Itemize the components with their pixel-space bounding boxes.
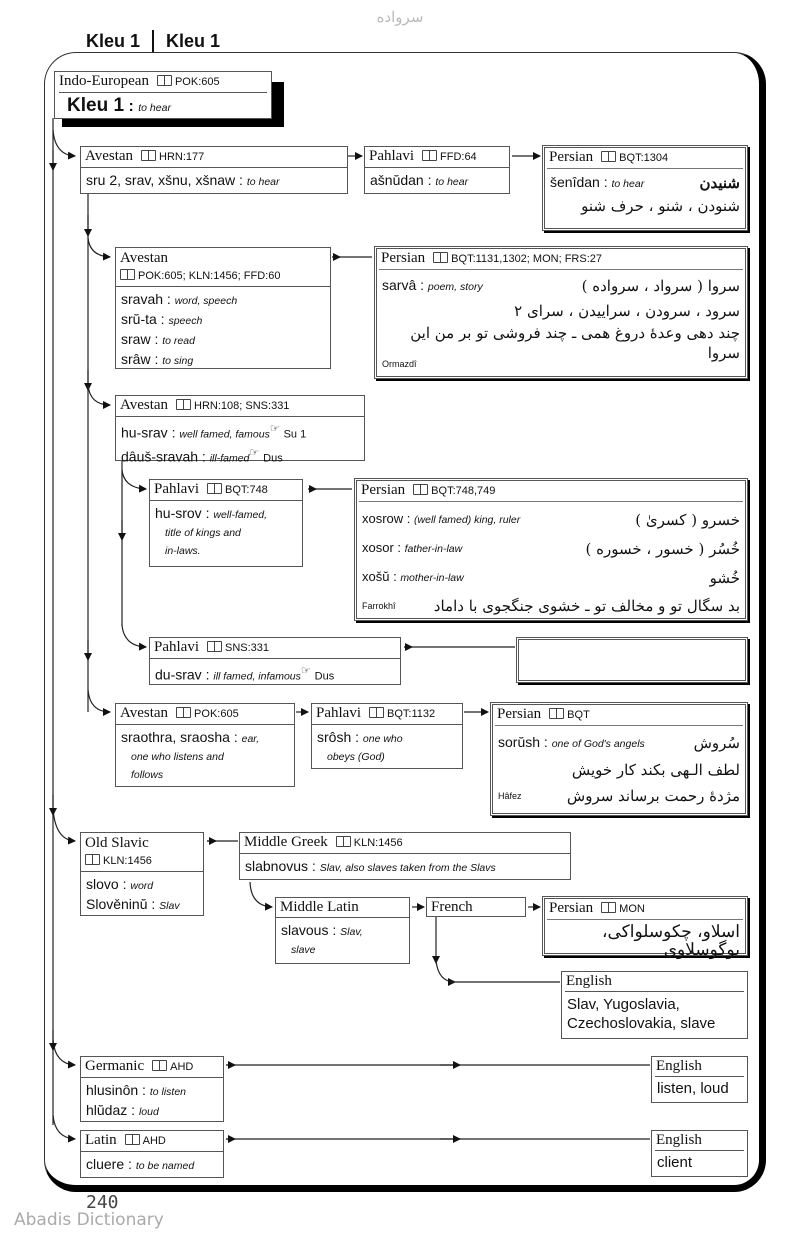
word: sorŭsh — [498, 734, 541, 750]
node-lang: English — [655, 1131, 744, 1151]
gloss: to hear — [246, 176, 280, 188]
node-source: HRN:177 — [159, 151, 205, 163]
gloss: to be named — [135, 1160, 195, 1172]
gloss: mother-in-law — [400, 572, 464, 584]
node-middle-greek[interactable]: Middle Greek KLN:1456 slabnovus : Slav, also slaves taken from the Slavs — [239, 832, 571, 880]
node-source: AHD — [170, 1061, 194, 1073]
book-icon — [176, 707, 191, 718]
entry: slovo : word — [86, 876, 154, 892]
node-lang: Pahlavi — [316, 705, 361, 721]
pointing-hand-icon: ☞ — [269, 423, 280, 435]
english-text: listen, loud — [657, 1080, 729, 1097]
node-persian-5[interactable] — [542, 896, 748, 960]
book-icon — [120, 269, 135, 280]
node-source: BQT:1132 — [387, 708, 436, 720]
word: srŭ-ta — [121, 311, 157, 327]
persian-text: اسلاو، چکوسلواکی، یوگوسلاوی — [601, 922, 740, 960]
word: slavous — [281, 922, 329, 938]
node-lang: Avestan — [85, 148, 134, 164]
node-source: BQT:748,749 — [431, 485, 496, 497]
persian-quote: لطف الـهی بکند کار خویش — [571, 761, 740, 779]
arrow-to-avestan2 — [88, 238, 110, 257]
entry: hu-srav : well famed, famous☞ Su 1 — [121, 423, 307, 441]
gloss: Slav — [159, 900, 180, 912]
word: cluere — [86, 1156, 125, 1172]
node-source: POK:605 — [194, 708, 239, 720]
gloss: (well famed) king, ruler — [414, 514, 521, 526]
book-icon — [601, 902, 616, 913]
word: ašnŭdan — [370, 172, 424, 188]
entry: Slověninŭ : Slav — [86, 896, 180, 912]
node-lang: English — [565, 972, 744, 992]
persian-quote: بد سگال تو و مخالف تو ـ خشوی جنگجوی با داماد — [433, 597, 740, 615]
book-icon — [176, 399, 191, 410]
node-persian-2[interactable]: Persian BQT:1131,1302; MON; FRS:27 sarvâ : poem, story سروا ( سرواد ، سرواده ) سرود ، سرودن ، سراییدن ، سرای ۲ چند دهی وعدهٔ دروغ همی ـ چند فروشی تو بر من این سروا Ormazdî — [374, 246, 748, 379]
node-french[interactable] — [426, 897, 526, 917]
persian-text: خُشو — [709, 568, 740, 587]
node-empty — [516, 637, 748, 683]
english-text: Czechoslovakia, slave — [567, 1015, 716, 1032]
gloss: to read — [162, 335, 195, 347]
gloss: slave — [291, 944, 316, 956]
book-icon — [85, 854, 100, 865]
arrow-to-middlelatin — [250, 882, 272, 907]
node-lang: Middle Greek — [244, 834, 328, 850]
english-text: client — [657, 1154, 693, 1171]
node-pahlavi-3[interactable]: Pahlavi SNS:331 du-srav : ill famed, infamous☞ Dus — [149, 637, 401, 685]
book-icon — [157, 75, 172, 86]
book-icon — [422, 150, 437, 161]
word: hlusinôn — [86, 1082, 139, 1098]
root-shadow-bottom — [62, 118, 284, 127]
node-persian-3[interactable]: Persian BQT:748,749 xosrow : (well famed) king, ruler خسرو ( کسریٰ ) xosor : father-in-law خُسُر ( خسور ، خسوره ) xošŭ : mother-in-law خُشو Farrokhî بد سگال تو و مخالف تو ـ خشوی جنگجوی با داماد — [354, 478, 748, 621]
brand-watermark: Abadis Dictionary — [14, 1210, 164, 1230]
node-source: KLN:1456 — [353, 837, 403, 849]
node-avestan-3[interactable] — [115, 395, 365, 465]
word: slabnovus — [245, 858, 309, 874]
gloss: father-in-law — [404, 543, 463, 555]
english-text: Slav, Yugoslavia, — [567, 996, 680, 1013]
gloss: Slav, also slaves taken from the Slavs — [319, 862, 496, 874]
arrow-to-avestan1 — [53, 130, 75, 156]
gloss: one who listens and — [131, 751, 224, 763]
arrow-to-avestan3 — [88, 385, 110, 405]
root-shadow-right — [272, 82, 284, 127]
persian-text: سروا ( سرواد ، سرواده ) — [581, 277, 740, 295]
persian-text: شنیدن — [699, 174, 740, 192]
arrow-to-latin — [53, 1115, 75, 1139]
node-lang: Pahlavi — [154, 639, 199, 655]
node-lang: Pahlavi — [369, 148, 414, 164]
node-source: HRN:108; SNS:331 — [194, 400, 290, 412]
arrow-to-english1 — [436, 960, 455, 982]
node-lang: Pahlavi — [154, 481, 199, 497]
node-lang: Persian — [497, 706, 542, 722]
book-icon — [141, 150, 156, 161]
root-gloss: to hear — [138, 102, 171, 114]
gloss: to sing — [162, 355, 194, 367]
gloss: to hear — [611, 178, 645, 190]
node-lang: Avestan — [120, 250, 169, 266]
gloss: ear, — [241, 733, 260, 745]
node-avestan-4[interactable]: Avestan POK:605 sraothra, sraosha : ear, one who listens and follows — [115, 703, 295, 787]
gloss: to hear — [435, 176, 469, 188]
gloss: follows — [131, 769, 164, 781]
persian-text: سرود ، سرودن ، سراییدن ، سرای ۲ — [514, 302, 740, 320]
book-icon — [152, 1060, 167, 1071]
arrow-to-germanic — [53, 1040, 75, 1065]
entry: hlŭdaz : loud — [86, 1102, 159, 1118]
node-source: BQT:748 — [225, 484, 268, 496]
book-icon — [336, 836, 351, 847]
word: šenîdan — [550, 174, 600, 190]
persian-text: شنودن ، شنو ، حرف شنو — [581, 197, 740, 215]
gloss: well-famed, — [213, 509, 268, 521]
word: hlŭdaz — [86, 1102, 128, 1118]
gloss: word, speech — [174, 295, 238, 307]
cross-ref[interactable]: Dus — [314, 670, 335, 683]
book-icon — [549, 708, 564, 719]
pointing-hand-icon: ☞ — [300, 665, 311, 677]
word: slovo — [86, 876, 119, 892]
book-icon — [125, 1134, 140, 1145]
node-source: POK:605; KLN:1456; FFD:60 — [138, 270, 281, 282]
node-english-1[interactable] — [561, 971, 748, 1039]
node-persian-4[interactable]: Persian BQT sorŭsh : one of God's angels سُروش لطف الـهی بکند کار خویش Hâfez مژدهٔ رحمت برساند سروش — [490, 702, 748, 816]
persian-quote: مژدهٔ رحمت برساند سروش — [566, 787, 740, 805]
gloss: well famed, famous — [179, 428, 270, 441]
entry: sraw : to read — [121, 331, 195, 347]
node-old-slavic[interactable] — [80, 832, 204, 916]
node-lang: French — [431, 899, 473, 915]
node-source: MON — [619, 903, 645, 915]
node-lang: Old Slavic — [85, 835, 149, 851]
persian-quote: چند دهی وعدهٔ دروغ همی ـ چند فروشی تو بر من این سروا — [410, 324, 740, 362]
node-middle-latin[interactable]: Middle Latin slavous : Slav, slave — [275, 897, 410, 964]
entry: sravah : word, speech — [121, 291, 238, 307]
gloss: title of kings and — [165, 527, 241, 539]
gloss: Slav, — [340, 926, 363, 938]
gloss: one of God's angels — [551, 738, 645, 750]
citation: Ormazdî — [382, 359, 417, 369]
gloss: poem, story — [427, 281, 483, 293]
word: srôsh — [317, 729, 352, 745]
node-lang: Persian — [549, 149, 594, 165]
word: sru 2, srav, xšnu, xšnaw — [86, 172, 236, 188]
node-source: FFD:64 — [440, 151, 477, 163]
word: hu-srov — [155, 505, 202, 521]
site-title: سرواده — [376, 8, 424, 26]
gloss: speech — [168, 315, 203, 327]
entry: dâuš-sravah : ill-famed☞ Dus — [121, 446, 283, 465]
gloss: loud — [138, 1106, 159, 1118]
word: xosor — [362, 540, 394, 555]
node-lang: Avestan — [120, 397, 169, 413]
page-number: 240 — [86, 1192, 119, 1213]
arrow-to-avestan4 — [88, 690, 110, 712]
entry: hlusinôn : to listen — [86, 1082, 187, 1098]
persian-text: سُروش — [693, 734, 740, 752]
arrow-to-pahlavi3 — [122, 625, 146, 647]
word: hu-srav — [121, 424, 168, 441]
node-english-2[interactable] — [651, 1056, 748, 1103]
word: Slověninŭ — [86, 896, 148, 912]
gloss: obeys (God) — [327, 751, 385, 763]
node-source: BQT:1131,1302; MON; FRS:27 — [451, 253, 602, 265]
gloss: to listen — [149, 1086, 187, 1098]
node-lang: Persian — [361, 482, 406, 498]
node-indo-european[interactable]: Indo-European POK:605 Kleu 1 : to hear — [54, 71, 272, 119]
node-lang: Persian — [381, 250, 426, 266]
word: srâw — [121, 351, 151, 367]
node-avestan-2[interactable] — [115, 247, 331, 369]
node-source: POK:605 — [174, 76, 220, 88]
gloss: one who — [362, 733, 403, 745]
book-icon — [601, 151, 616, 162]
node-lang: Latin — [85, 1132, 117, 1148]
entry: srâw : to sing — [121, 351, 194, 367]
gloss: ill famed, infamous — [213, 670, 301, 683]
pointing-hand-icon: ☞ — [249, 446, 260, 459]
node-source: AHD — [142, 1135, 166, 1147]
arrow-to-pahlavi2 — [122, 470, 146, 489]
word: xosrow — [362, 511, 404, 526]
node-pahlavi-1[interactable]: Pahlavi FFD:64 ašnŭdan : to hear — [364, 146, 510, 194]
word: dâuš-sravah — [121, 448, 199, 465]
word: sraw — [121, 331, 151, 347]
book-icon — [413, 484, 428, 495]
word: xošŭ — [362, 569, 390, 584]
node-persian-1[interactable]: Persian BQT:1304 šenîdan : to hear شنیدن شنودن ، شنو ، حرف شنو — [542, 145, 748, 231]
word: sarvâ — [382, 277, 417, 293]
node-lang: Indo-European — [59, 73, 149, 89]
node-latin[interactable]: Latin AHD cluere : to be named — [80, 1130, 224, 1178]
node-pahlavi-4[interactable]: Pahlavi BQT:1132 srôsh : one who obeys (God) — [311, 703, 463, 769]
persian-text: خسرو ( کسریٰ ) — [635, 510, 740, 529]
citation: Hâfez — [498, 791, 522, 801]
cross-ref[interactable]: Dus — [263, 452, 283, 465]
root-word: Kleu 1 — [67, 95, 125, 116]
node-lang: Avestan — [120, 705, 169, 721]
book-icon — [433, 252, 448, 263]
word: sravah — [121, 291, 164, 307]
heading-left: Kleu 1 — [86, 30, 141, 51]
node-english-3[interactable] — [651, 1130, 748, 1177]
node-lang: Germanic — [85, 1058, 145, 1074]
node-lang: English — [655, 1057, 744, 1077]
node-avestan-1[interactable]: Avestan HRN:177 sru 2, srav, xšnu, xšnaw : to hear — [80, 146, 348, 194]
citation: Farrokhî — [362, 601, 396, 611]
node-source: KLN:1456 — [103, 855, 152, 867]
node-source: BQT:1304 — [619, 152, 669, 164]
gloss: in-laws. — [165, 545, 201, 557]
book-icon — [207, 641, 222, 652]
node-source: BQT — [567, 709, 590, 721]
gloss: ill-famed — [209, 452, 250, 465]
book-icon — [369, 707, 384, 718]
heading-right: Kleu 1 — [166, 30, 221, 51]
arrow-to-oldslavic — [53, 808, 75, 841]
entry: srŭ-ta : speech — [121, 311, 203, 327]
gloss: word — [130, 880, 154, 892]
word: du-srav — [155, 666, 202, 683]
persian-text: خُسُر ( خسور ، خسوره ) — [585, 539, 740, 558]
node-pahlavi-2[interactable]: Pahlavi BQT:748 hu-srov : well-famed, title of kings and in-laws. — [149, 479, 303, 567]
node-source: SNS:331 — [225, 642, 270, 654]
book-icon — [207, 483, 222, 494]
node-lang: Persian — [549, 900, 594, 916]
word: sraothra, sraosha — [121, 729, 230, 745]
cross-ref[interactable]: Su 1 — [283, 428, 307, 441]
node-germanic[interactable] — [80, 1056, 224, 1122]
node-lang: Middle Latin — [276, 898, 409, 918]
